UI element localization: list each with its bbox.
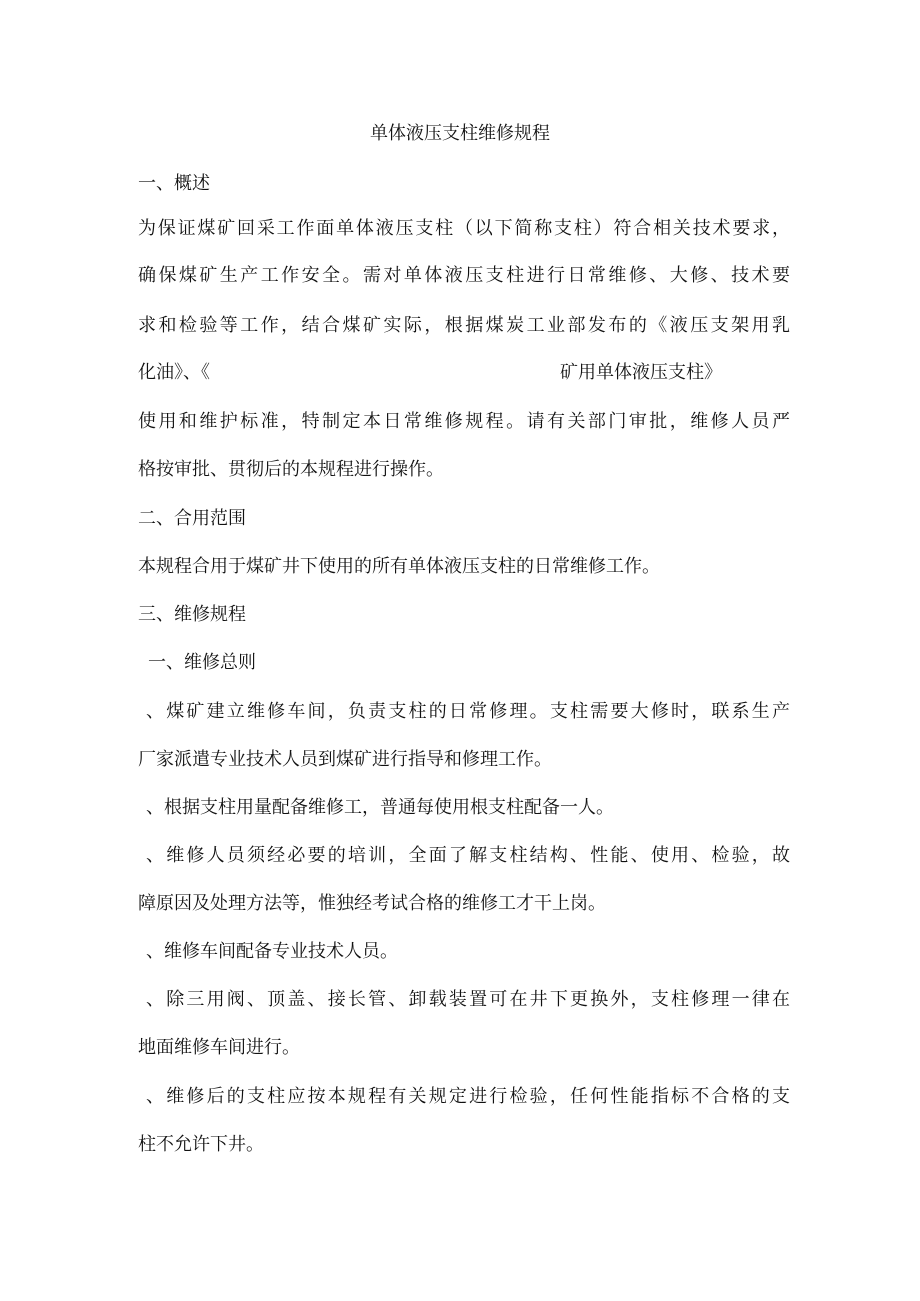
rules-line-10: 柱不允许下井。 — [138, 1134, 264, 1155]
rules-line-4: 、维修人员须经必要的培训，全面了解支柱结构、性能、使用、检验，故 — [146, 845, 790, 866]
overview-line-1: 为保证煤矿回采工作面单体液压支柱（以下简称支柱）符合相关技术要求， — [138, 218, 790, 239]
rules-line-7: 、除三用阀、顶盖、接长管、卸载装置可在井下更换外，支柱修理一律在 — [146, 989, 790, 1010]
overview-line-4-continued: 矿用单体液压支柱》 — [560, 362, 722, 383]
rules-line-5: 障原因及处理方法等，惟独经考试合格的维修工才干上岗。 — [138, 893, 606, 914]
overview-line-4: 化油》、《 — [138, 362, 210, 383]
document-title: 单体液压支柱维修规程 — [370, 123, 550, 144]
rules-line-6: 、维修车间配备专业技术人员。 — [146, 941, 398, 962]
overview-line-6: 格按审批、贯彻后的本规程进行操作。 — [138, 459, 444, 480]
subsection-heading-general: 一、维修总则 — [148, 652, 256, 673]
rules-line-2: 厂家派遣专业技术人员到煤矿进行指导和修理工作。 — [138, 749, 552, 770]
scope-line-1: 本规程合用于煤矿井下使用的所有单体液压支柱的日常维修工作。 — [138, 556, 660, 577]
section-heading-scope: 二、合用范围 — [138, 508, 246, 529]
rules-line-8: 地面维修车间进行。 — [138, 1037, 300, 1058]
overview-line-2: 确保煤矿生产工作安全。需对单体液压支柱进行日常维修、大修、技术要 — [138, 265, 790, 286]
overview-line-5: 使用和维护标准，特制定本日常维修规程。请有关部门审批，维修人员严 — [138, 411, 790, 432]
section-heading-overview: 一、概述 — [138, 173, 210, 194]
section-heading-rules: 三、维修规程 — [138, 604, 246, 625]
rules-line-3: 、根据支柱用量配备维修工，普通每使用根支柱配备一人。 — [146, 797, 614, 818]
rules-line-1: 、煤矿建立维修车间，负责支柱的日常修理。支柱需要大修时，联系生产 — [146, 701, 790, 722]
overview-line-3: 求和检验等工作，结合煤矿实际，根据煤炭工业部发布的《液压支架用乳 — [138, 315, 790, 336]
rules-line-9: 、维修后的支柱应按本规程有关规定进行检验，任何性能指标不合格的支 — [146, 1086, 790, 1107]
